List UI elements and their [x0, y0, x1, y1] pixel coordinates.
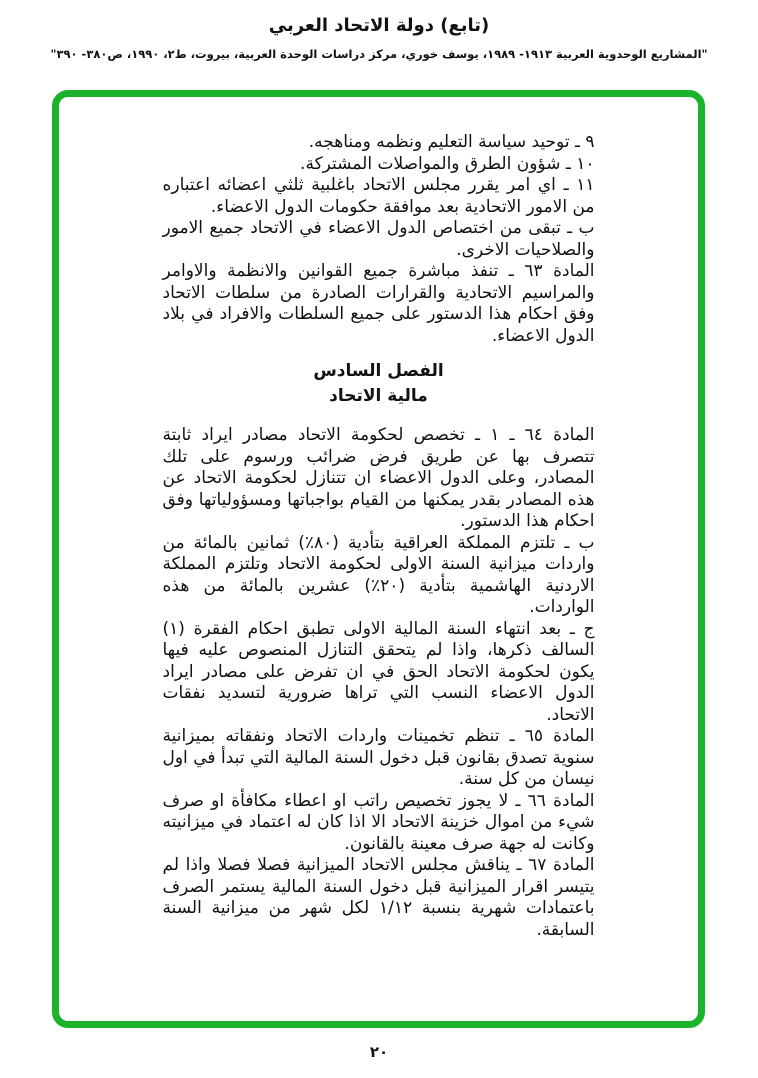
- page-header: [0, 0, 758, 62]
- content-border-box: [52, 90, 705, 1028]
- article-64: المادة ٦٤ ـ ١ ـ تخصص لحكومة الاتحاد مصادر ايراد ثابتة تتصرف بها عن طريق فرض ضرائب ورسوم على تلك المصادر، وعلى الدول الاعضاء ان تتنازل لحكومة الاتحاد عن هذه المصادر بقدر يمكنها من القيام بواجباتها ومسؤولياتها وفق احكام هذا الدستور.: [162, 425, 595, 531]
- chapter-subtitle: مالية الاتحاد: [329, 386, 428, 406]
- chapter-heading: [163, 359, 595, 409]
- document-title: (تابع) دولة الاتحاد العربي: [268, 15, 490, 36]
- page-footer: [0, 1042, 758, 1061]
- article-63: المادة ٦٣ ـ تنفذ مباشرة جميع القوانين والانظمة والاوامر والمراسيم الاتحادية والقرارات الصادرة من سلطات الاتحاد وفق احكام هذا الدستور على جميع السلطات والافراد في بلاد الدول الاعضاء.: [162, 261, 595, 346]
- document-body: [163, 97, 595, 941]
- page-number: ٢٠: [369, 1043, 389, 1061]
- citation-line: "المشاريع الوحدوية العربية ١٩١٣- ١٩٨٩، يوسف خوري، مركز دراسات الوحدة العربية، بيروت، ط٢، ١٩٩٠، ص٣٨٠- ٣٩٠": [50, 47, 708, 61]
- chapter-title: الفصل السادس: [313, 361, 444, 381]
- clause-item-9: ٩ ـ توحيد سياسة التعليم ونظمه ومناهجه.: [308, 132, 595, 152]
- article-65: المادة ٦٥ ـ تنظم تخمينات واردات الاتحاد ونفقاته بميزانية سنوية تصدق بقانون قبل دخول السنة المالية التي تبدأ في اول نيسان من كل سنة.: [162, 726, 595, 789]
- clause-item-10: ١٠ ـ شؤون الطرق والمواصلات المشتركة.: [300, 153, 595, 174]
- article-64-clause-b: ب ـ تلتزم المملكة العراقية بتأدية (٨٠٪) ثمانين بالمائة من واردات ميزانية السنة الاولى لحكومة الاتحاد وتلتزم المملكة الاردنية الهاشمية بتأدية (٢٠٪) عشرين بالمائة من هذه الواردات.: [162, 532, 595, 617]
- article-66: المادة ٦٦ ـ لا يجوز تخصيص راتب او اعطاء مكافأة او صرف شيء من اموال خزينة الاتحاد الا اذا كان له اعتماد في ميزانيته وكانت له جهة صرف معينة بالقانون.: [162, 790, 595, 854]
- article-67: المادة ٦٧ ـ يناقش مجلس الاتحاد الميزانية فصلا فصلا واذا لم يتيسر اقرار الميزانية قبل دخول السنة المالية يستمر الصرف باعتمادات شهرية بنسبة ١/١٢ لكل شهر من ميزانية السنة السابقة.: [162, 855, 595, 940]
- clause-item-11: ١١ ـ اي امر يقرر مجلس الاتحاد باغلبية ثلثي اعضائه اعتباره من الامور الاتحادية بعد موافقة حكومات الدول الاعضاء.: [162, 175, 595, 217]
- article-64-clause-j: ج ـ بعد انتهاء السنة المالية الاولى تطبق احكام الفقرة (١) السالف ذكرها، واذا لم يتحقق التنازل المنصوص عليه فيها يكون لحكومة الاتحاد الحق في ان تفرض على مصادر ايراد الدول الاعضاء النسب التي تراها ضرورية لتسديد نفقات الاتحاد.: [162, 618, 595, 725]
- clause-item-b: ب ـ تبقى من اختصاص الدول الاعضاء في الاتحاد جميع الامور والصلاحيات الاخرى.: [162, 218, 595, 260]
